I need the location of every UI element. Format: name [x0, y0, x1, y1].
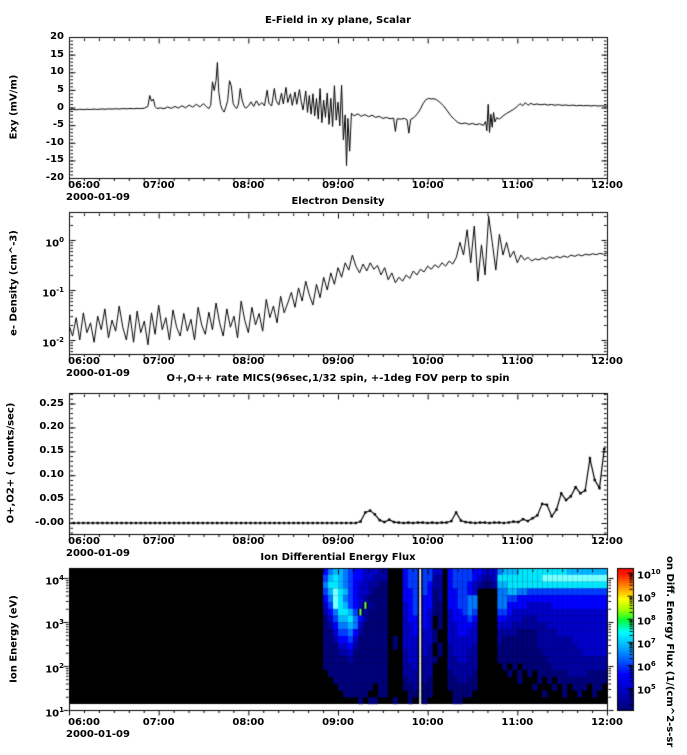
panel1-title: E-Field in xy plane, Scalar — [264, 15, 412, 26]
x-tick-label: 10:00 — [411, 536, 444, 547]
colorbar-label: on Diff. Energy Flux (1/(cm^2-s-sr — [664, 556, 675, 748]
date-label: 2000-01-09 — [66, 192, 130, 203]
x-tick-label: 08:00 — [232, 536, 265, 547]
y-tick-label: 15 — [50, 48, 64, 60]
x-tick-label: 07:00 — [142, 717, 175, 728]
x-tick-label: 12:00 — [591, 717, 623, 728]
panel2-ylabel: e- Density (cm^-3) — [8, 230, 20, 336]
y-tick-label: $10^2$ — [45, 661, 64, 676]
x-tick-label: 08:00 — [232, 180, 265, 191]
y-tick-label: 5 — [57, 83, 64, 95]
colorbar-tick-label: $10^5$ — [637, 683, 656, 697]
x-tick-label: 06:00 — [68, 536, 100, 547]
y-tick-label: 10 — [50, 66, 64, 78]
y-tick-label: $10^{-1}$ — [42, 286, 64, 300]
x-tick-label: 12:00 — [591, 356, 623, 367]
date-label: 2000-01-09 — [66, 729, 130, 740]
panel4-title: Ion Differential Energy Flux — [260, 552, 416, 563]
x-tick-label: 11:00 — [501, 356, 534, 367]
panel3-ylabel: O+,O2+ ( counts/sec) — [5, 402, 17, 524]
x-tick-label: 08:00 — [232, 356, 265, 367]
y-tick-label: 20 — [50, 31, 64, 42]
colorbar-tick-label: $10^6$ — [637, 659, 656, 674]
y-tick-label: $10^3$ — [45, 617, 64, 632]
y-tick-label: -10 — [45, 136, 64, 148]
x-tick-label: 09:00 — [322, 536, 354, 547]
x-tick-label: 10:00 — [411, 356, 444, 367]
x-tick-label: 11:00 — [501, 717, 534, 728]
y-tick-label: $10^1$ — [45, 706, 64, 720]
x-tick-label: 06:00 — [68, 356, 100, 367]
x-tick-label: 09:00 — [322, 717, 354, 728]
x-tick-label: 09:00 — [322, 356, 354, 367]
x-tick-label: 06:00 — [68, 180, 100, 191]
x-tick-label: 10:00 — [411, 180, 444, 191]
date-label: 2000-01-09 — [66, 368, 130, 379]
x-tick-label: 12:00 — [591, 536, 623, 547]
y-tick-label: $10^4$ — [45, 573, 64, 588]
panel1-ylabel: Exy (mV/m) — [8, 74, 20, 140]
y-tick-label: 0.15 — [39, 445, 64, 457]
colorbar-tick-label: $10^7$ — [637, 636, 656, 651]
colorbar-tick-label: $10^{10}$ — [637, 567, 661, 581]
y-tick-label: -5 — [52, 119, 64, 131]
y-tick-label: -15 — [45, 154, 64, 166]
x-tick-label: 10:00 — [411, 717, 444, 728]
x-tick-label: 11:00 — [501, 180, 534, 191]
x-tick-label: 06:00 — [68, 717, 100, 728]
y-tick-label: 0.10 — [39, 469, 64, 481]
y-tick-label: 0.25 — [39, 397, 64, 409]
y-tick-label: -0.00 — [35, 517, 64, 528]
x-tick-label: 11:00 — [501, 536, 534, 547]
panel3-title: O+,O++ rate MICS(96sec,1/32 spin, +-1deg FOV perp to spin — [166, 373, 510, 384]
panel2-title: Electron Density — [291, 196, 385, 207]
y-tick-label: 0 — [57, 101, 64, 113]
y-tick-label: -20 — [45, 172, 64, 183]
x-tick-label: 07:00 — [142, 180, 175, 191]
y-tick-label: 0.20 — [39, 421, 64, 433]
panel4-ylabel: Ion Energy (eV) — [8, 595, 20, 683]
x-tick-label: 08:00 — [232, 717, 265, 728]
x-tick-label: 07:00 — [142, 536, 175, 547]
x-tick-label: 12:00 — [591, 180, 623, 191]
colorbar-tick-label: $10^9$ — [637, 590, 656, 605]
colorbar-tick-label: $10^8$ — [637, 613, 656, 628]
date-label: 2000-01-09 — [66, 548, 130, 559]
x-tick-label: 07:00 — [142, 356, 175, 367]
y-tick-label: $10^{-2}$ — [42, 336, 64, 350]
x-tick-label: 09:00 — [322, 180, 354, 191]
y-tick-label: 0.05 — [39, 493, 64, 505]
y-tick-label: $10^0$ — [45, 235, 64, 250]
